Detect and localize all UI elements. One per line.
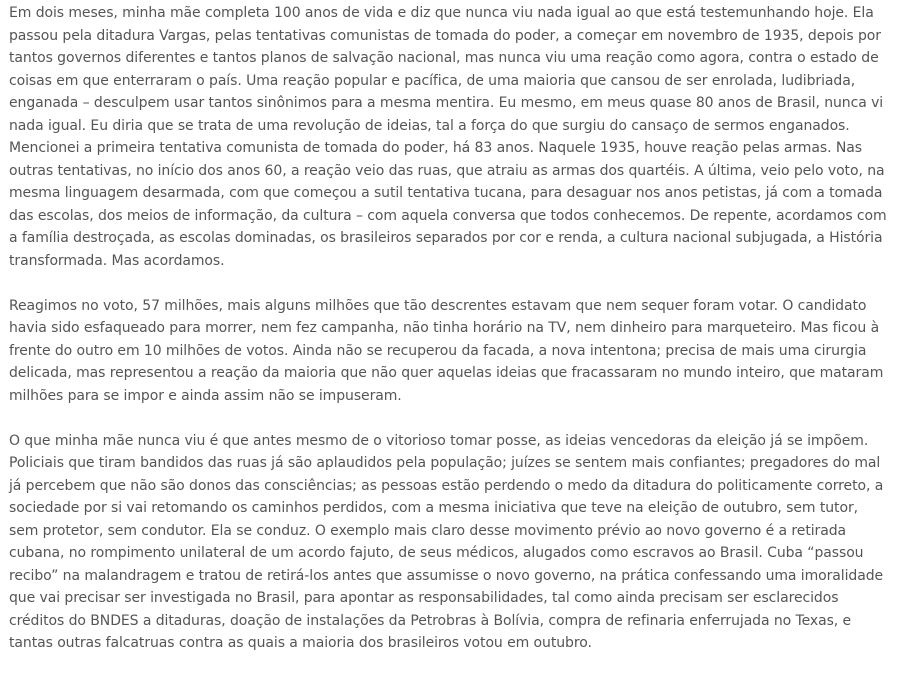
paragraph-2: Mencionei a primeira tentativa comunista de tomada do poder, há 83 anos. Naquele 1935, houve reação pelas armas. Nas outras tentativas, no início dos anos 60, a reação veio das ruas, que atraiu as armas dos quartéis. A última, veio pelo voto, na mesma linguagem desarmada, com que começou a sutil tentativa tucana, para desaguar nos anos petistas, já com a tomada das escolas, dos meios de informação, da cultura – com aquela conversa que todos conhecemos. De repente, acordamos com a família destroçada, as escolas dominadas, os brasileiros separados por cor e renda, a cultura nacional subjugada, a História transformada. Mas acordamos.: [9, 140, 887, 269]
paragraph-4: O que minha mãe nunca viu é que antes mesmo de o vitorioso tomar posse, as ideias vencedoras da eleição já se impõem. Policiais que tiram bandidos das ruas já são aplaudidos pela população; juízes se sentem mais confiantes; pregadores do mal já percebem que não são donos das consciências; as pessoas estão perdendo o medo da ditadura do politicamente correto, a sociedade por si vai retomando os caminhos perdidos, com a mesma iniciativa que teve na eleição de outubro, sem tutor, sem protetor, sem condutor. Ela se conduz. O exemplo mais claro desse movimento prévio ao novo governo é a retirada cubana, no rompimento unilateral de um acordo fajuto, de seus médicos, alugados como escravos ao Brasil. Cuba “passou recibo” na malandragem e tratou de retirá-los antes que assumisse o novo governo, na prática confessando uma imoralidade que vai precisar ser investigada no Brasil, para apontar as responsabilidades, tal como ainda precisam ser esclarecidos créditos do BNDES a ditaduras, doação de instalações da Petrobras à Bolívia, compra de refinaria enferrujada no Texas, e tantas outras falcatruas contra as quais a maioria dos brasileiros votou em outubro.: [9, 432, 884, 651]
paragraph-3: Reagimos no voto, 57 milhões, mais alguns milhões que tão descrentes estavam que nem sequer foram votar. O candidato havia sido esfaqueado para morrer, nem fez campanha, não tinha horário na TV, nem dinheiro para marqueteiro. Mas ficou à frente do outro em 10 milhões de votos. Ainda não se recuperou da facada, a nova intentona; precisa de mais uma cirurgia delicada, mas representou a reação da maioria que não quer aquelas ideias que fracassaram no mundo inteiro, que mataram milhões para se impor e ainda assim não se impuseram.: [9, 297, 884, 404]
paragraph-1: Em dois meses, minha mãe completa 100 anos de vida e diz que nunca viu nada igual ao que está testemunhando hoje. Ela passou pela ditadura Vargas, pelas tentativas comunistas de tomada do poder, a começar em novembro de 1935, depois por tantos governos diferentes e tantos planos de salvação nacional, mas nunca viu uma reação como agora, contra o estado de coisas em que enterraram o país. Uma reação popular e pacífica, de uma maioria que cansou de ser enrolada, ludibriada, enganada – desculpem usar tantos sinônimos para a mesma mentira. Eu mesmo, em meus quase 80 anos de Brasil, nunca vi nada igual. Eu diria que se trata de uma revolução de ideias, tal a força do que surgiu do cansaço de sermos enganados.: [9, 5, 884, 134]
